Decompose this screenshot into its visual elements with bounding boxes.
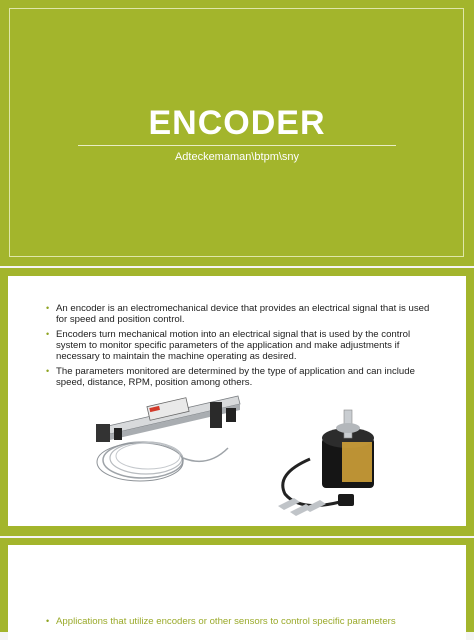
linear-encoder-image xyxy=(88,388,248,488)
bullet-list xyxy=(46,303,438,392)
bullet-item xyxy=(46,329,438,362)
next-slide xyxy=(0,538,474,632)
title-divider xyxy=(78,145,396,146)
title-slide xyxy=(0,0,474,266)
bullet-icon: • xyxy=(46,329,50,339)
slide-subtitle: Adteckemaman\btpm\sny xyxy=(174,151,300,163)
bullet-item xyxy=(46,366,438,388)
content-panel xyxy=(8,545,466,640)
bullet-icon: • xyxy=(46,616,50,626)
bullet-text: The parameters monitored are determined by the type of application and can include speed, distance, RPM, position among others. xyxy=(56,366,415,388)
slide-title: ENCODER xyxy=(148,104,326,142)
bullet-icon: • xyxy=(46,366,50,376)
content-slide xyxy=(0,268,474,536)
bullet-text: Encoders turn mechanical motion into an electrical signal that is used by the control system to monitor specific parameters of the application and make adjustments if necessary to maintain the machine operating as desired. xyxy=(56,329,411,362)
bullet-list xyxy=(46,616,438,631)
bullet-text: An encoder is an electromechanical device that provides an electrical signal that is used for speed and position control. xyxy=(56,303,430,325)
bullet-item xyxy=(46,303,438,325)
rotary-encoder-image xyxy=(270,404,395,519)
content-panel xyxy=(8,276,466,526)
bullet-item xyxy=(46,616,438,627)
bullet-icon: • xyxy=(46,303,50,313)
bullet-text: Applications that utilize encoders or other sensors to control specific parameters xyxy=(56,616,396,627)
